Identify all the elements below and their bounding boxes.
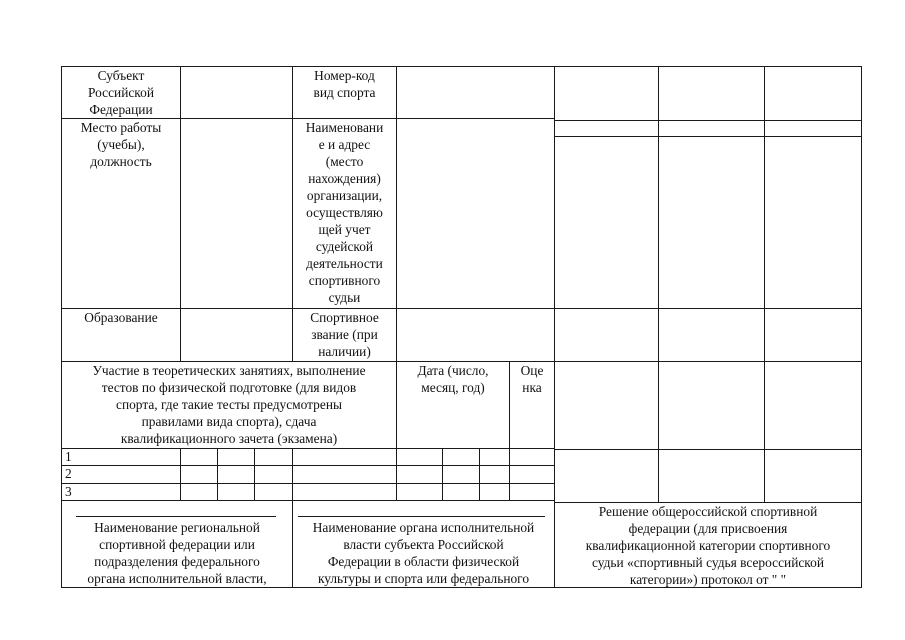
col-line-j <box>658 66 659 502</box>
row-number-2: 2 <box>65 466 72 481</box>
col-line-f-rows <box>442 448 443 500</box>
workplace-label: Место работы (учебы), должность <box>80 120 162 169</box>
row-number-3: 3 <box>65 484 72 499</box>
grade-label: Оце нка <box>520 363 544 395</box>
date-label: Дата (число, месяц, год) <box>417 363 489 395</box>
row-line-2 <box>61 465 554 466</box>
col-line-e <box>396 66 397 361</box>
row-number-1: 1 <box>65 449 72 464</box>
subject-label: Субъект Российской Федерации <box>88 68 154 117</box>
table-right-border <box>861 66 862 587</box>
row-line-3 <box>61 483 554 484</box>
col-line-a-rows <box>180 448 181 500</box>
table-top-border <box>61 66 862 67</box>
sport-title-label: Спортивное звание (при наличии) <box>310 310 379 359</box>
education-label: Образование <box>84 310 158 325</box>
sport-code-label: Номер-код вид спорта <box>313 68 376 100</box>
organization-label: Наименовани е и адрес (место нахождения) организации, осуществляю щей учет судейской деятельности спортивного судьи <box>305 120 384 305</box>
col-line-a <box>180 66 181 361</box>
row-line-footer <box>61 500 554 501</box>
signature-line-regional <box>76 516 276 517</box>
row-line-right-mid <box>554 449 862 450</box>
col-line-c-rows <box>254 448 255 500</box>
row-line-education <box>61 308 862 309</box>
col-line-g-rows <box>479 448 480 500</box>
footer-regional-federation: Наименование региональной спортивной федерации или подразделения федерального органа исполнительной власти, <box>87 520 267 586</box>
col-line-k <box>764 66 765 502</box>
signature-line-authority <box>298 516 545 517</box>
participation-label: Участие в теоретических занятиях, выполнение тестов по физической подготовке (для видов спорта, где такие тесты предусмотрены правилами вида спорта), сдача квалификационного зачета (экзамена) <box>92 363 366 446</box>
footer-executive-authority: Наименование органа исполнительной власти субъекта Российской Федерации в области физической культуры и спорта или федерального <box>312 520 535 586</box>
row-line-1 <box>61 448 554 449</box>
row-line-workplace-right <box>554 120 862 121</box>
footer-federation-decision: Решение общероссийской спортивной федерации (для присвоения квалификационной категории спортивного судьи «спортивный судья всероссийской категории») протокол от " " <box>585 504 831 587</box>
col-line-b-rows <box>217 448 218 500</box>
row-line-right-sub <box>554 136 862 137</box>
